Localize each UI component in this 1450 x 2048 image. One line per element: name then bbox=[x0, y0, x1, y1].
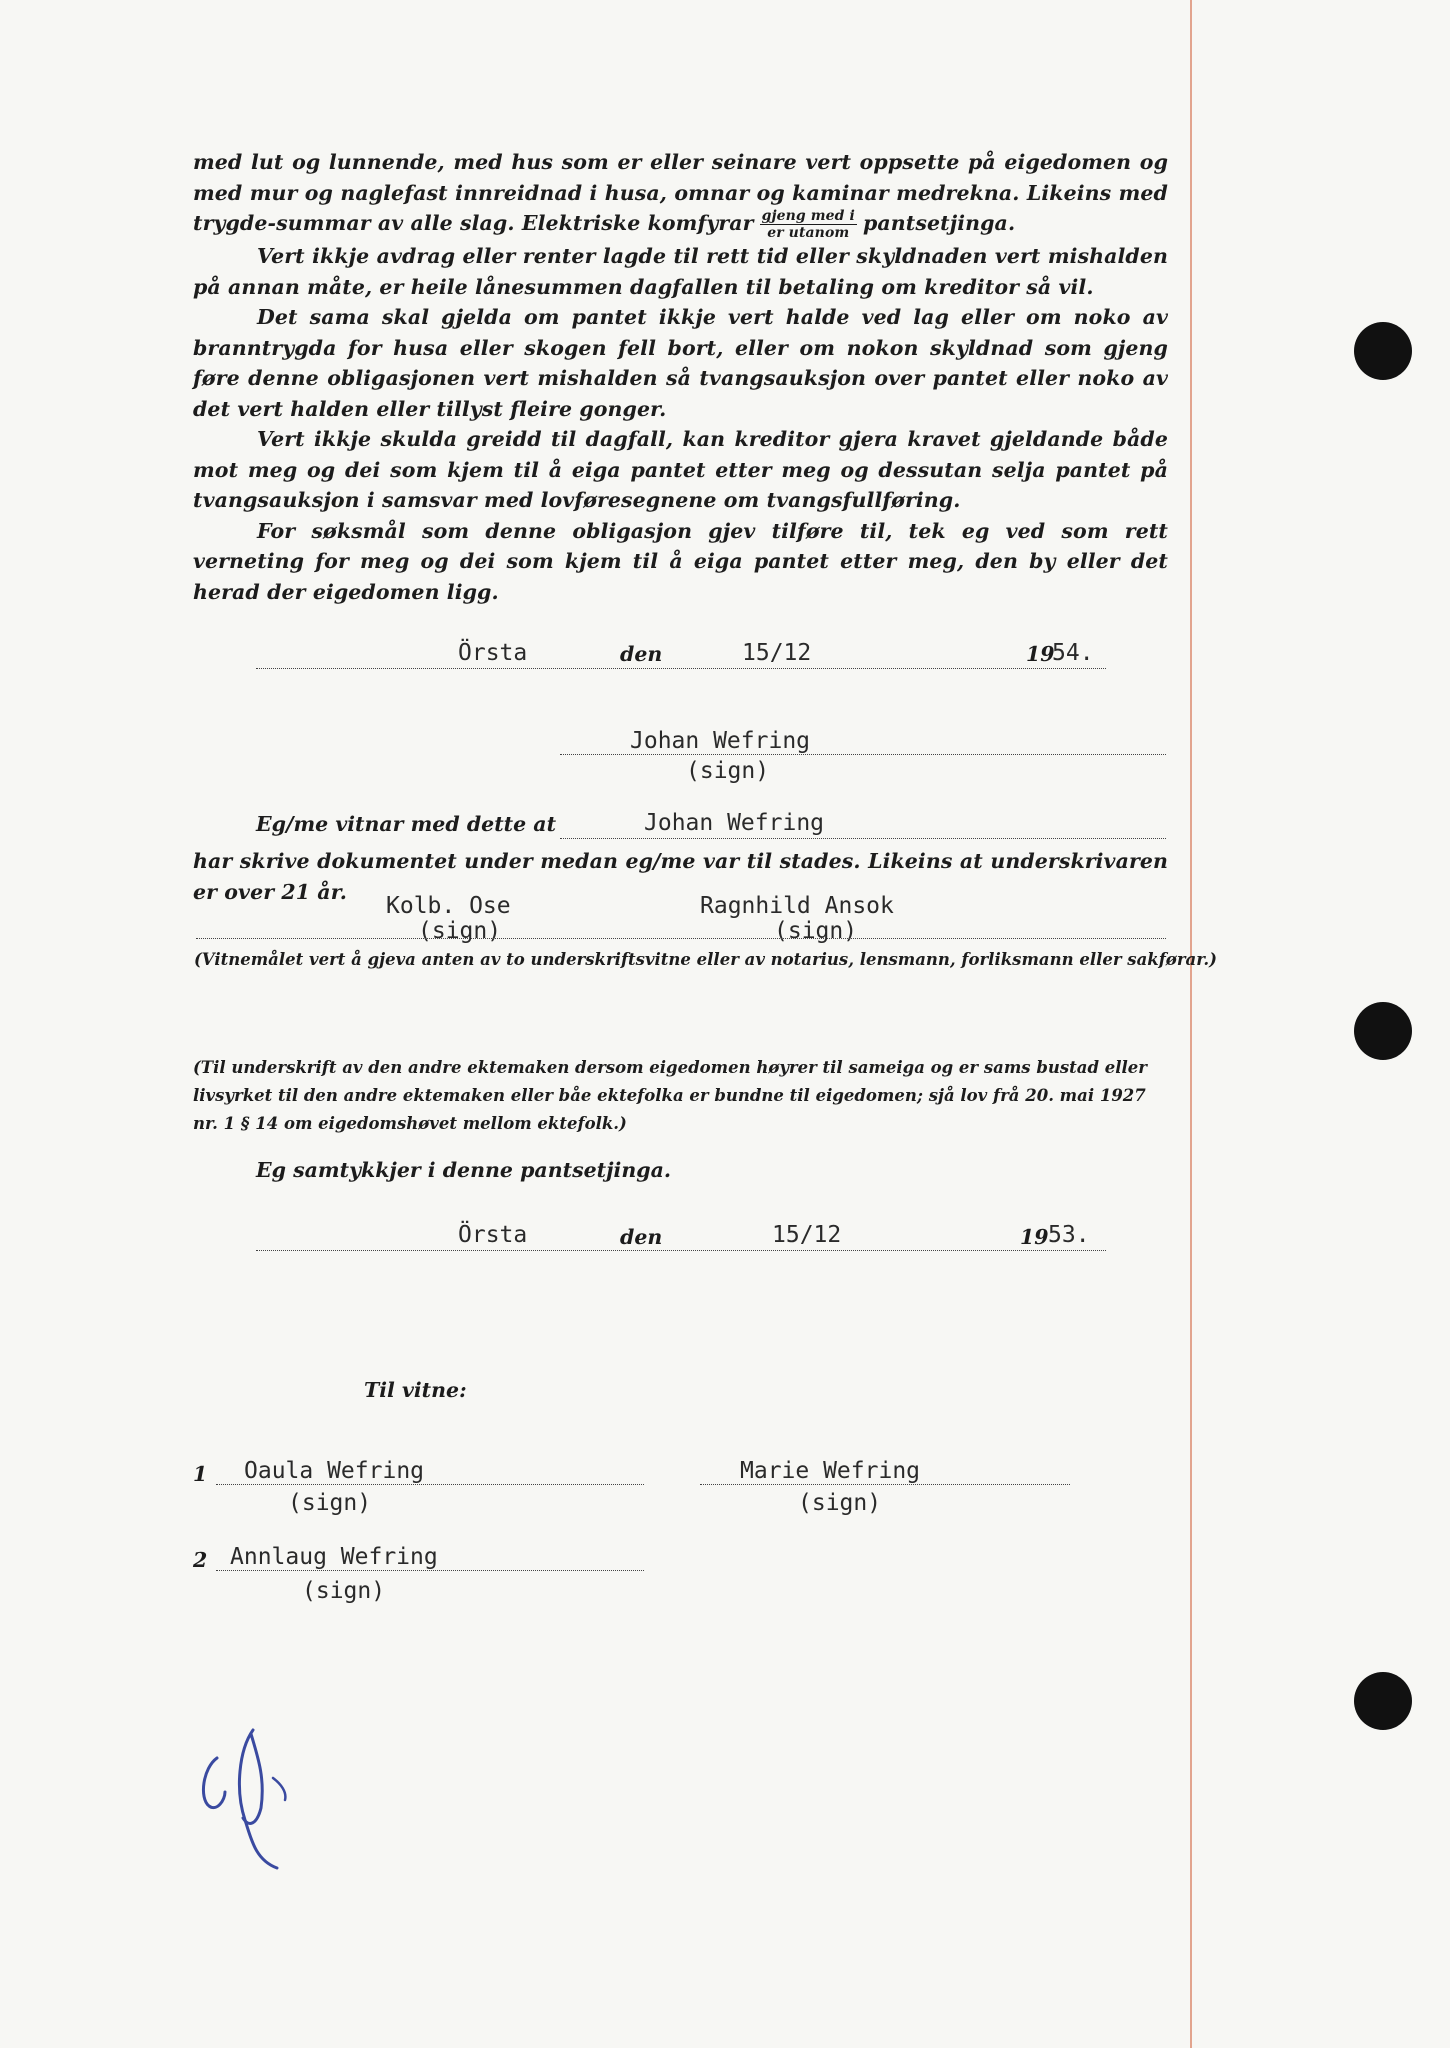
signer-sign: (sign) bbox=[686, 758, 770, 784]
til-vitne-line-2 bbox=[700, 1484, 1070, 1485]
paragraph-3: Det sama skal gjelda om pantet ikkje vert halde ved lag eller om noko av branntrygda for husa eller skogen fell bort, eller om nokon skyldnad som gjeng føre denne obligasjonen vert mishalden så tvangsauksjon over pantet eller noko av det vert halden eller tillyst fleire gonger. bbox=[193, 305, 1168, 421]
til-vitne-witness3-name: Annlaug Wefring bbox=[230, 1544, 438, 1570]
fraction-bottom: er utanom bbox=[767, 225, 850, 241]
date1-year-prefix: 19 bbox=[1026, 642, 1055, 666]
til-vitne-line-1 bbox=[216, 1484, 644, 1485]
punch-hole-middle bbox=[1354, 1002, 1412, 1060]
til-vitne-line-3 bbox=[216, 1570, 644, 1571]
date2-place: Örsta bbox=[458, 1222, 528, 1248]
punch-hole-bottom bbox=[1354, 1672, 1412, 1730]
paragraph-5: For søksmål som denne obligasjon gjev tilføre til, tek eg ved som rett verneting for meg og dei som kjem til å eiga pantet etter meg, den by eller det herad der eigedomen ligg. bbox=[193, 518, 1168, 604]
date2-year-suffix: 53. bbox=[1048, 1222, 1090, 1248]
til-vitne-label: Til vitne: bbox=[364, 1378, 467, 1402]
witness1-sign: (sign) bbox=[418, 918, 502, 944]
mortgage-terms-text bbox=[193, 147, 1168, 607]
til-vitne-witness1-sign: (sign) bbox=[288, 1490, 372, 1516]
witness2-name: Ragnhild Ansok bbox=[700, 893, 894, 919]
til-vitne-witness2-name: Marie Wefring bbox=[740, 1458, 921, 1484]
witness-number-1: 1 bbox=[193, 1462, 208, 1486]
til-vitne-witness2-sign: (sign) bbox=[798, 1490, 882, 1516]
date2-date: 15/12 bbox=[772, 1222, 842, 1248]
page-margin-line bbox=[1190, 0, 1192, 2048]
date1-year-suffix: 54. bbox=[1052, 640, 1094, 666]
witnesses-line bbox=[196, 938, 1166, 939]
witness-intro: Eg/me vitnar med dette at bbox=[256, 812, 557, 836]
witness2-sign: (sign) bbox=[774, 918, 858, 944]
fraction-top: gjeng med i bbox=[761, 208, 855, 224]
date1-date: 15/12 bbox=[742, 640, 812, 666]
handwritten-initials-mark bbox=[195, 1720, 315, 1880]
paragraph-4: Vert ikkje skulda greidd til dagfall, kan kreditor gjera kravet gjeldande både mot meg og dei som kjem til å eiga pantet etter meg og dessutan selja pantet på tvangsauksjon i samsvar med lovføresegnene om tvangsfullføring. bbox=[193, 427, 1168, 512]
paragraph-1-end: pantsetjinga. bbox=[862, 211, 1016, 235]
witness-statement-text: har skrive dokumentet under medan eg/me var til stades. Likeins at underskrivaren er over 21 år. bbox=[193, 849, 1168, 904]
signature-line bbox=[560, 754, 1166, 755]
signer-name: Johan Wefring bbox=[630, 728, 811, 754]
date1-den-label: den bbox=[620, 642, 663, 666]
paragraph-1-text: med lut og lunnende, med hus som er eller seinare vert oppsette på eigedomen og med mur og naglefast innreidnad i husa, omnar og kaminar medrekna. Likeins med trygde-summar av alle slag. Elektriske komfyrar bbox=[193, 150, 1168, 235]
witness-name-line bbox=[560, 838, 1166, 839]
til-vitne-witness1-name: Oaula Wefring bbox=[244, 1458, 425, 1484]
date2-year-prefix: 19 bbox=[1020, 1225, 1049, 1249]
spouse-note: (Til underskrift av den andre ektemaken dersom eigedomen høyrer til sameiga og er sams bustad eller livsyrket til den andre ektemaken eller båe ektefolka er bundne til eigedomen; sjå lov frå 20. mai 1927 nr. 1 § 14 om eigedomshøvet mellom ektefolk.) bbox=[193, 1058, 1147, 1133]
punch-hole-top bbox=[1354, 322, 1412, 380]
witness-note: (Vitnemålet vert å gjeva anten av to underskriftsvitne eller av notarius, lensmann, forliksmann eller sakførar.) bbox=[194, 950, 1217, 969]
witness-statement-name: Johan Wefring bbox=[644, 810, 825, 836]
paragraph-1 bbox=[193, 147, 1168, 241]
paragraph-2: Vert ikkje avdrag eller renter lagde til rett tid eller skyldnaden vert mishalden på annan måte, er heile lånesummen dagfallen til betaling om kreditor så vil. bbox=[193, 244, 1168, 299]
date2-den-label: den bbox=[620, 1225, 663, 1249]
fraction-choice bbox=[760, 208, 857, 241]
til-vitne-witness3-sign: (sign) bbox=[302, 1578, 386, 1604]
date1-place: Örsta bbox=[458, 640, 528, 666]
witness-number-2: 2 bbox=[193, 1548, 208, 1572]
witness1-name: Kolb. Ose bbox=[386, 893, 511, 919]
date-line-1 bbox=[256, 668, 1106, 669]
date-line-2 bbox=[256, 1250, 1106, 1251]
consent-text: Eg samtykkjer i denne pantsetjinga. bbox=[256, 1158, 671, 1182]
